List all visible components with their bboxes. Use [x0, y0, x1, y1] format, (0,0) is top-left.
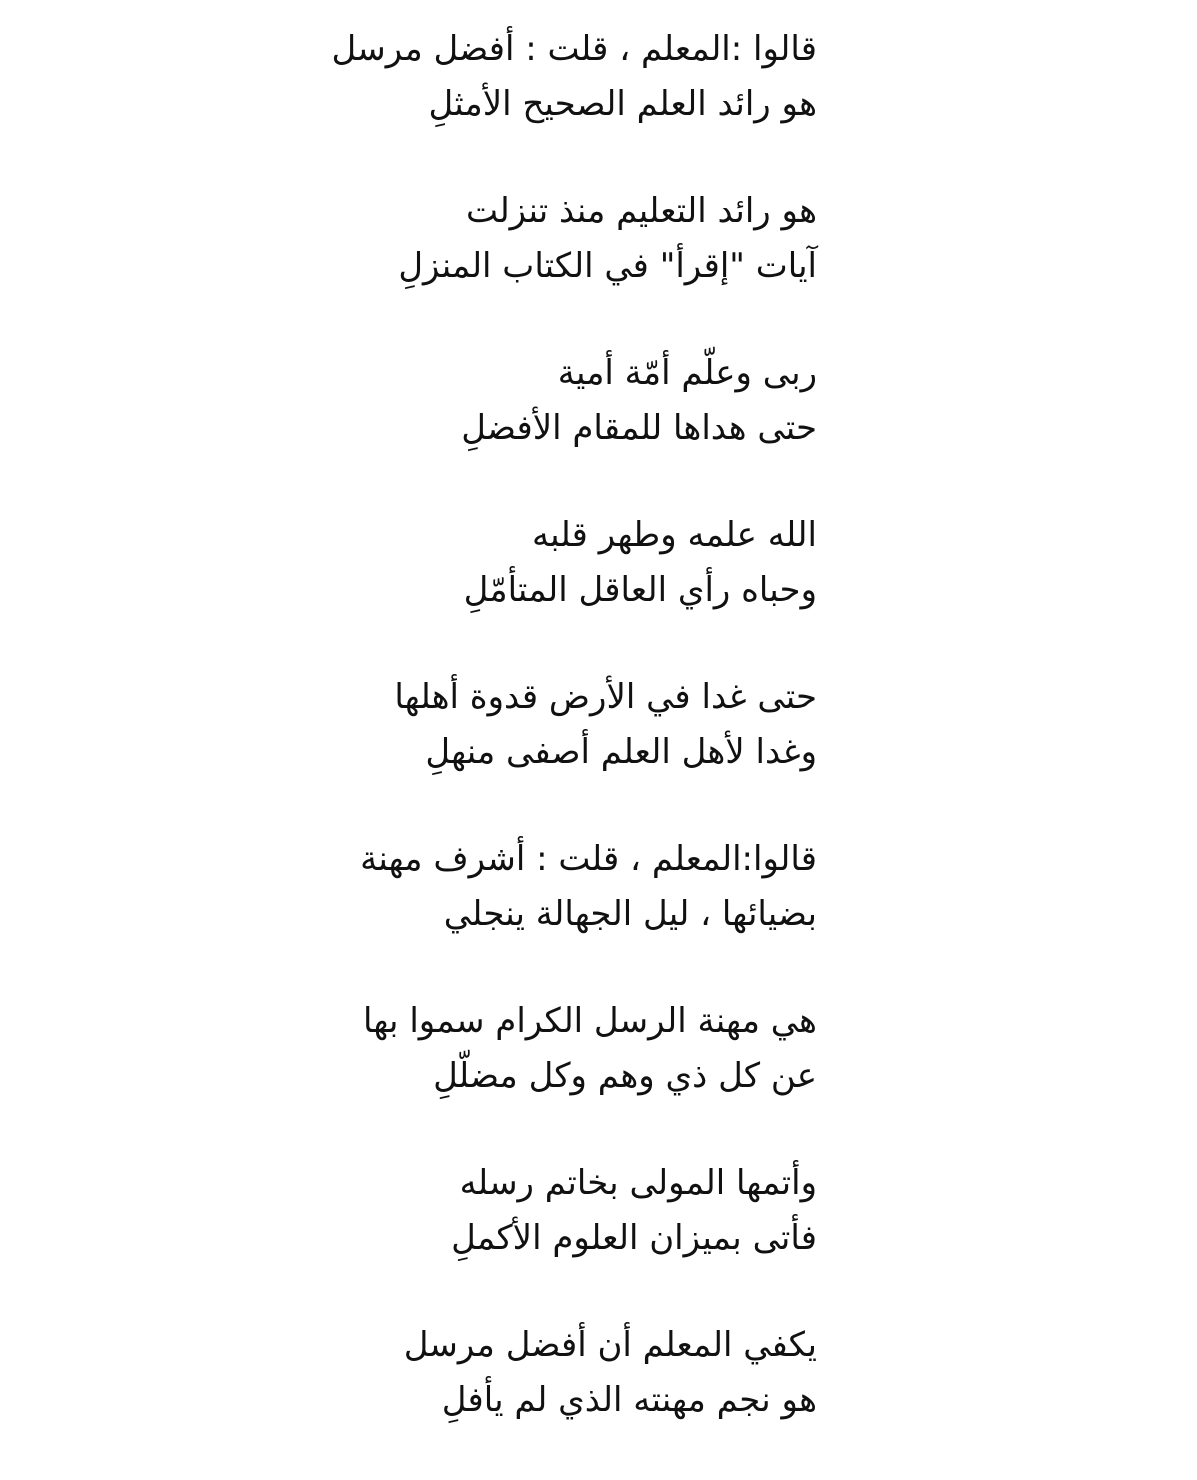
verse-line: آيات "إقرأ" في الكتاب المنزلِ	[398, 246, 817, 286]
verse-line: يكفي المعلم أن أفضل مرسل	[403, 1325, 817, 1365]
verse-line: هو رائد العلم الصحيح الأمثلِ	[428, 84, 817, 124]
stanza-5	[0, 670, 1197, 780]
verse-line: هو رائد التعليم منذ تنزلت	[465, 191, 817, 231]
stanza-7	[0, 994, 1197, 1104]
poem	[0, 22, 1197, 1480]
stanza-8	[0, 1156, 1197, 1266]
verse-line: هي مهنة الرسل الكرام سموا بها	[363, 1001, 817, 1041]
stanza-6	[0, 832, 1197, 942]
stanza-3	[0, 346, 1197, 456]
verse-line: وحباه رأي العاقل المتأمّلِ	[463, 570, 817, 610]
verse-line: وغدا لأهل العلم أصفى منهلِ	[425, 732, 817, 772]
verse-line: قالوا:المعلم ، قلت : أشرف مهنة	[360, 839, 817, 879]
verse-line: هو نجم مهنته الذي لم يأفلِ	[441, 1380, 817, 1420]
verse-line: ربى وعلّم أمّة أمية	[557, 353, 817, 393]
verse-line: عن كل ذي وهم وكل مضلّلِ	[433, 1056, 817, 1096]
verse-line: فأتى بميزان العلوم الأكملِ	[451, 1218, 817, 1258]
verse-line: قالوا :المعلم ، قلت : أفضل مرسل	[331, 29, 817, 69]
verse-line: حتى هداها للمقام الأفضلِ	[461, 408, 817, 448]
stanza-1	[0, 22, 1197, 132]
verse-line: وأتمها المولى بخاتم رسله	[459, 1163, 817, 1203]
verse-line: الله علمه وطهر قلبه	[531, 515, 817, 555]
verse-line: حتى غدا في الأرض قدوة أهلها	[394, 677, 817, 717]
stanza-9	[0, 1318, 1197, 1428]
stanza-2	[0, 184, 1197, 294]
stanza-4	[0, 508, 1197, 618]
verse-line: بضيائها ، ليل الجهالة ينجلي	[443, 894, 817, 934]
